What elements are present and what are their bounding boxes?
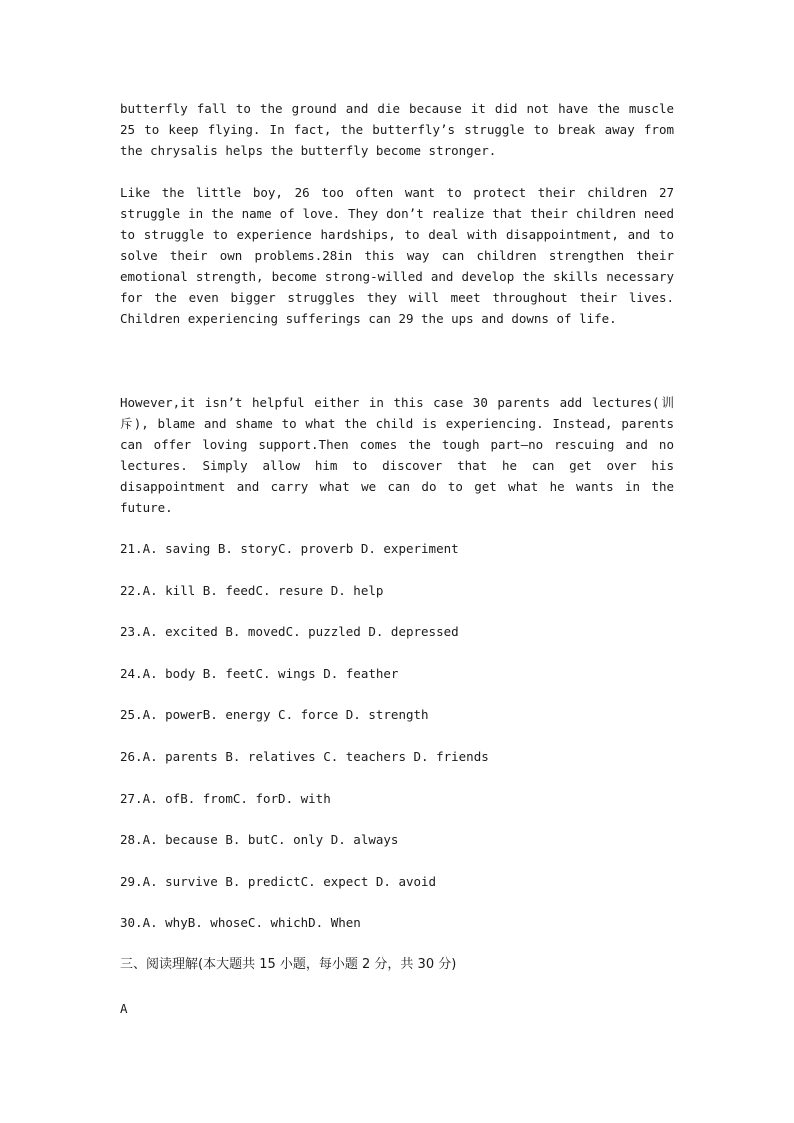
- option-27: 27.A. ofB. fromC. forD. with: [120, 790, 331, 806]
- option-24: 24.A. body B. feetC. wings D. feather: [120, 665, 399, 681]
- paragraph-butterfly: butterfly fall to the ground and die because it did not have the muscle 25 to keep flying. In fact, the butterfly’s struggle to break away from the chrysalis helps the butterfly become stronger.: [120, 101, 674, 158]
- options-list: [120, 538, 674, 933]
- option-23: 23.A. excited B. movedC. puzzled D. depressed: [120, 624, 459, 640]
- option-22: 22.A. kill B. feedC. resure D. help: [120, 582, 384, 598]
- section-heading: 三、阅读理解(本大题共 15 小题，每小题 2 分，共 30 分): [120, 956, 457, 972]
- part-label: A: [120, 1000, 128, 1016]
- option-21: 21.A. saving B. storyC. proverb D. experiment: [120, 541, 459, 556]
- paragraph-little-boy: Like the little boy, 26 too often want to protect their children 27 struggle in the name of love. They don’t realize that their children need to struggle to experience hardships, to deal with disappointment, and to solve their own problems.28in this way can children strengthen their emotional strength, become strong-willed and develop the skills necessary for the even bigger struggles they will meet throughout their lives. Children experiencing sufferings can 29 the ups and downs of life.: [120, 185, 674, 326]
- option-25: 25.A. powerB. energy C. force D. strength: [120, 707, 429, 723]
- paragraph-however: However,it isn’t helpful either in this case 30 parents add lectures(训斥), blame and shame to what the child is experiencing. Instead, parents can offer loving support.Then comes the tough part—no rescuing and no lectures. Simply allow him to discover that he can get over his disappointment and carry what we can do to get what he wants in the future.: [120, 395, 674, 515]
- document-page: [120, 98, 674, 1019]
- option-26: 26.A. parents B. relatives C. teachers D. friends: [120, 748, 489, 764]
- option-28: 28.A. because B. butC. only D. always: [120, 832, 399, 848]
- option-29: 29.A. survive B. predictC. expect D. avoid: [120, 873, 437, 889]
- option-30: 30.A. whyB. whoseC. whichD. When: [120, 915, 361, 931]
